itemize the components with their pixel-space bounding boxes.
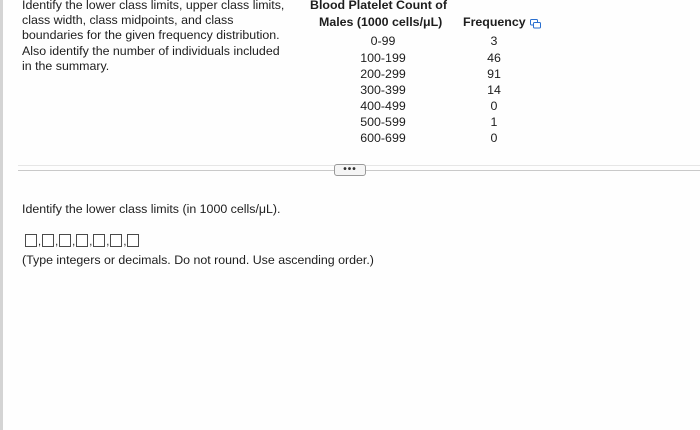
answer-input-box[interactable] — [59, 234, 71, 247]
frequency-cell: 46 — [487, 51, 501, 65]
table-title-line1: Blood Platelet Count of — [310, 0, 447, 12]
frequency-header — [463, 15, 542, 30]
answer-separator: , — [55, 236, 59, 248]
frequency-cell: 1 — [490, 115, 498, 129]
question-prompt: Identify the lower class limits (in 1000 cells/μL). — [22, 202, 281, 216]
answer-input-box[interactable] — [76, 234, 88, 247]
answer-input-row — [25, 231, 139, 247]
class-range-cell: 0-99 — [370, 34, 396, 48]
answer-hint: (Type integers or decimals. Do not round. Use ascending order.) — [22, 253, 374, 267]
class-range-cell: 300-399 — [360, 83, 406, 97]
frequency-cell: 0 — [490, 99, 498, 113]
copy-icon[interactable] — [530, 18, 542, 28]
class-range-cell: 100-199 — [360, 51, 406, 65]
answer-separator: , — [38, 236, 42, 248]
left-border — [0, 0, 3, 430]
expand-more-button[interactable]: ••• — [334, 164, 366, 176]
answer-input-box[interactable] — [42, 234, 54, 247]
answer-separator: , — [72, 236, 76, 248]
instruction-line: boundaries for the given frequency distribution. — [22, 28, 280, 43]
class-range-cell: 500-599 — [360, 115, 406, 129]
instruction-line: in the summary. — [22, 58, 110, 73]
frequency-cell: 91 — [487, 67, 501, 81]
answer-input-box[interactable] — [93, 234, 105, 247]
frequency-header-label: Frequency — [463, 15, 526, 29]
frequency-cell: 3 — [490, 34, 498, 48]
instruction-line: class width, class midpoints, and class — [22, 13, 234, 28]
class-range-cell: 200-299 — [360, 67, 406, 81]
answer-separator: , — [123, 236, 127, 248]
frequency-cell: 0 — [490, 131, 498, 145]
class-range-cell: 400-499 — [360, 99, 406, 113]
instruction-line: Identify the lower class limits, upper class limits, — [22, 0, 285, 12]
answer-separator: , — [89, 236, 93, 248]
class-range-cell: 600-699 — [360, 131, 406, 145]
answer-input-box[interactable] — [127, 234, 139, 247]
table-title-line2: Males (1000 cells/μL) — [319, 15, 443, 29]
frequency-cell: 14 — [487, 83, 501, 97]
answer-input-box[interactable] — [110, 234, 122, 247]
answer-input-box[interactable] — [25, 234, 37, 247]
instruction-line: Also identify the number of individuals included — [22, 43, 280, 58]
instructions — [22, 0, 312, 74]
answer-separator: , — [106, 236, 110, 248]
